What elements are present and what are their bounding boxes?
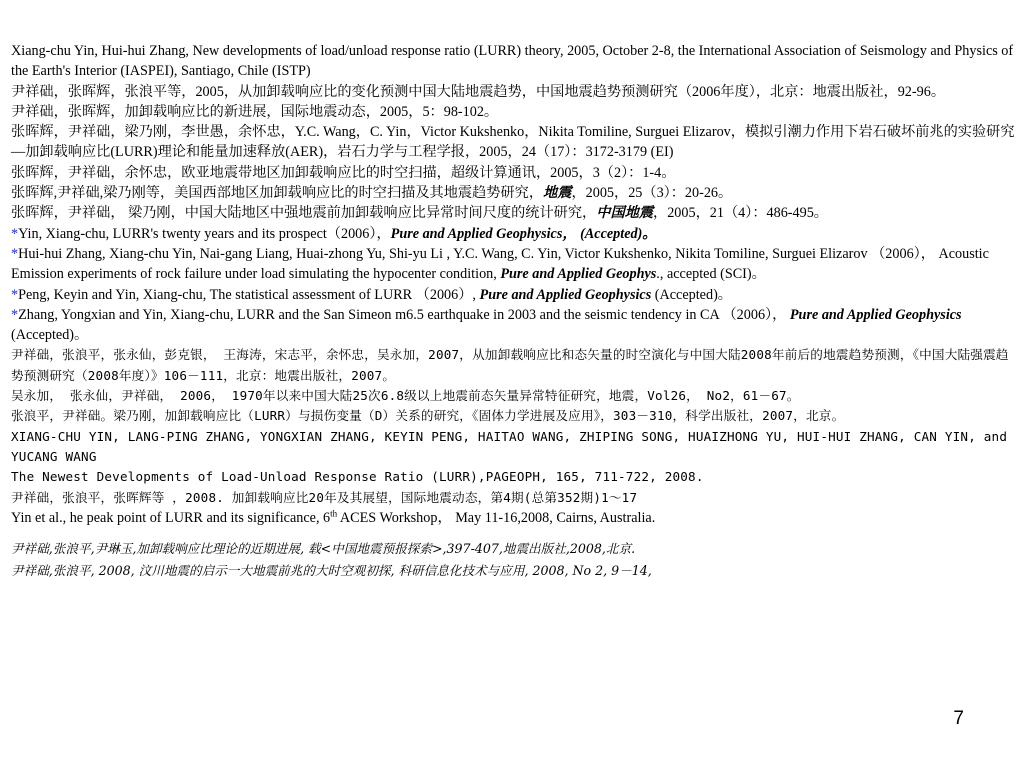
- reference-text: 张晖辉，尹祥础， 梁乃刚，中国大陆地区中强地震前加卸载响应比异常时间尺度的统计研究，: [11, 205, 597, 222]
- reference-item: Xiang-chu Yin, Hui-hui Zhang, New developments of load/unload response ratio (LURR) theory, 2005, October 2-8, the International Association of Seismology and Physics of the Earth's Interior (IASPEI), Santiago, Chile (ISTP): [11, 43, 1014, 80]
- reference-item: [11, 224, 1015, 244]
- asterisk-marker: *: [11, 225, 19, 242]
- reference-text: (Accepted)。: [651, 286, 732, 303]
- reference-item: 尹祥础，张浪平，张晖辉等 ，2008. 加卸载响应比20年及其展望，国际地震动态，第4期(总第352期)1～17: [11, 489, 638, 505]
- reference-item: 张晖辉，尹祥础，梁乃刚，李世愚，余怀忠，Y.C. Wang，C. Yin，Victor Kukshenko，Nikita Tomiline, Surguei Elizarov，模拟引潮力作用下岩石破坏前兆的实验研究—加卸载响应比(LURR)理论和能量加速释放(AER)，岩石力学与工程学报，2005，24（17）：3172-3179 (EI): [11, 124, 1015, 161]
- reference-item: XIANG-CHU YIN, LANG-PING ZHANG, YONGXIAN ZHANG, KEYIN PENG, HAITAO WANG, ZHIPING SONG, HUAIZHONG YU, HUI-HUI ZHANG, CAN YIN, and YUCANG WANG: [11, 428, 1008, 464]
- reference-text: 张晖辉,尹祥础,梁乃刚等，美国西部地区加卸载响应比的时空扫描及其地震趋势研究，: [11, 185, 544, 202]
- reference-item: 尹祥础，张晖辉，加卸载响应比的新进展，国际地震动态，2005，5：98-102。: [11, 103, 499, 120]
- reference-item: 吴永加， 张永仙，尹祥础， 2006， 1970年以来中国大陆25次6.8级以上地震前态矢量异常特征研究，地震，Vol26， No2，61－67。: [11, 388, 800, 404]
- journal-name: Pure and Applied Geophysics， (Accepted)。: [390, 225, 657, 242]
- journal-name: 地震: [543, 185, 572, 202]
- reference-text: ACES Workshop， May 11-16,2008, Cairns, Australia.: [337, 509, 656, 526]
- reference-text: Zhang, Yongxian and Yin, Xiang-chu, LURR and the San Simeon m6.5 earthquake in 2003 and the seismic tendency in CA （2006），: [18, 306, 790, 323]
- reference-item: 尹祥础,张浪平, 2008, 汶川地震的启示一大地震前兆的大时空观初探, 科研信息化技术与应用, 2008, No 2, 9－14,: [11, 563, 652, 579]
- reference-text: Hui-hui Zhang, Xiang-chu Yin, Nai-gang Liang, Huai-zhong Yu, Shi-yu Li , Y.C. Wang, C. Yin, Victor Kukshenko, Nikita Tomiline, Surguei Elizarov （2006）， Acoustic Emission experiments of rock failure under load simulating the hypocenter condition,: [11, 245, 989, 283]
- journal-name: Pure and Applied Geophysics: [789, 306, 962, 323]
- asterisk-marker: *: [11, 286, 19, 303]
- reference-item: [11, 508, 1015, 528]
- journal-name: 中国地震: [596, 205, 654, 222]
- reference-list: [11, 41, 1015, 582]
- reference-item: [11, 183, 1015, 203]
- reference-item: [11, 244, 1015, 285]
- reference-item: [11, 203, 1015, 223]
- reference-text: (Accepted)。: [11, 327, 89, 344]
- reference-text: ，2005，25（3）：20-26。: [571, 185, 733, 202]
- journal-name: Pure and Applied Geophys: [500, 266, 657, 283]
- reference-item: 尹祥础，张晖辉，张浪平等，2005，从加卸载响应比的变化预测中国大陆地震趋势，中国地震趋势预测研究（2006年度），北京：地震出版社，92-96。: [11, 83, 946, 100]
- journal-name: Pure and Applied Geophysics: [479, 286, 652, 303]
- asterisk-marker: *: [11, 245, 19, 262]
- reference-item: [11, 285, 1015, 305]
- reference-text: ., accepted (SCI)。: [656, 266, 766, 283]
- reference-text: ，2005，21（4）：486-495。: [653, 205, 828, 222]
- reference-item: 张晖辉，尹祥础，余怀忠，欧亚地震带地区加卸载响应比的时空扫描，超级计算通讯，2005，3（2）：1-4。: [11, 164, 676, 181]
- reference-text: Yin et al., he peak point of LURR and its significance, 6: [11, 509, 331, 526]
- page-number: 7: [953, 708, 964, 729]
- superscript: th: [330, 508, 338, 519]
- reference-item: 尹祥础，张浪平，张永仙，彭克银， 王海涛，宋志平，余怀忠，吴永加，2007，从加卸载响应比和态矢量的时空演化与中国大陆2008年前后的地震趋势预测，《中国大陆强震趋势预测研究（2008年度）》106－111，北京：地震出版社，2007。: [11, 347, 1009, 383]
- asterisk-marker: *: [11, 306, 19, 323]
- reference-text: Peng, Keyin and Yin, Xiang-chu, The statistical assessment of LURR （2006）,: [18, 286, 480, 303]
- reference-item: 尹祥础,张浪平,尹琳玉,加卸载响应比理论的近期进展, 载<中国地震预报探索>,397-407,地震出版社,2008,北京.: [11, 541, 636, 557]
- reference-item: 张浪平，尹祥础。梁乃刚，加卸载响应比（LURR）与损伤变量（D）关系的研究，《固体力学进展及应用》，303－310，科学出版社，2007，北京。: [11, 408, 845, 424]
- reference-item: [11, 305, 1015, 346]
- reference-text: Yin, Xiang-chu, LURR's twenty years and its prospect（2006），: [18, 225, 391, 242]
- reference-item: The Newest Developments of Load-Unload Response Ratio (LURR),PAGEOPH, 165, 711-722, 2008.: [11, 469, 704, 485]
